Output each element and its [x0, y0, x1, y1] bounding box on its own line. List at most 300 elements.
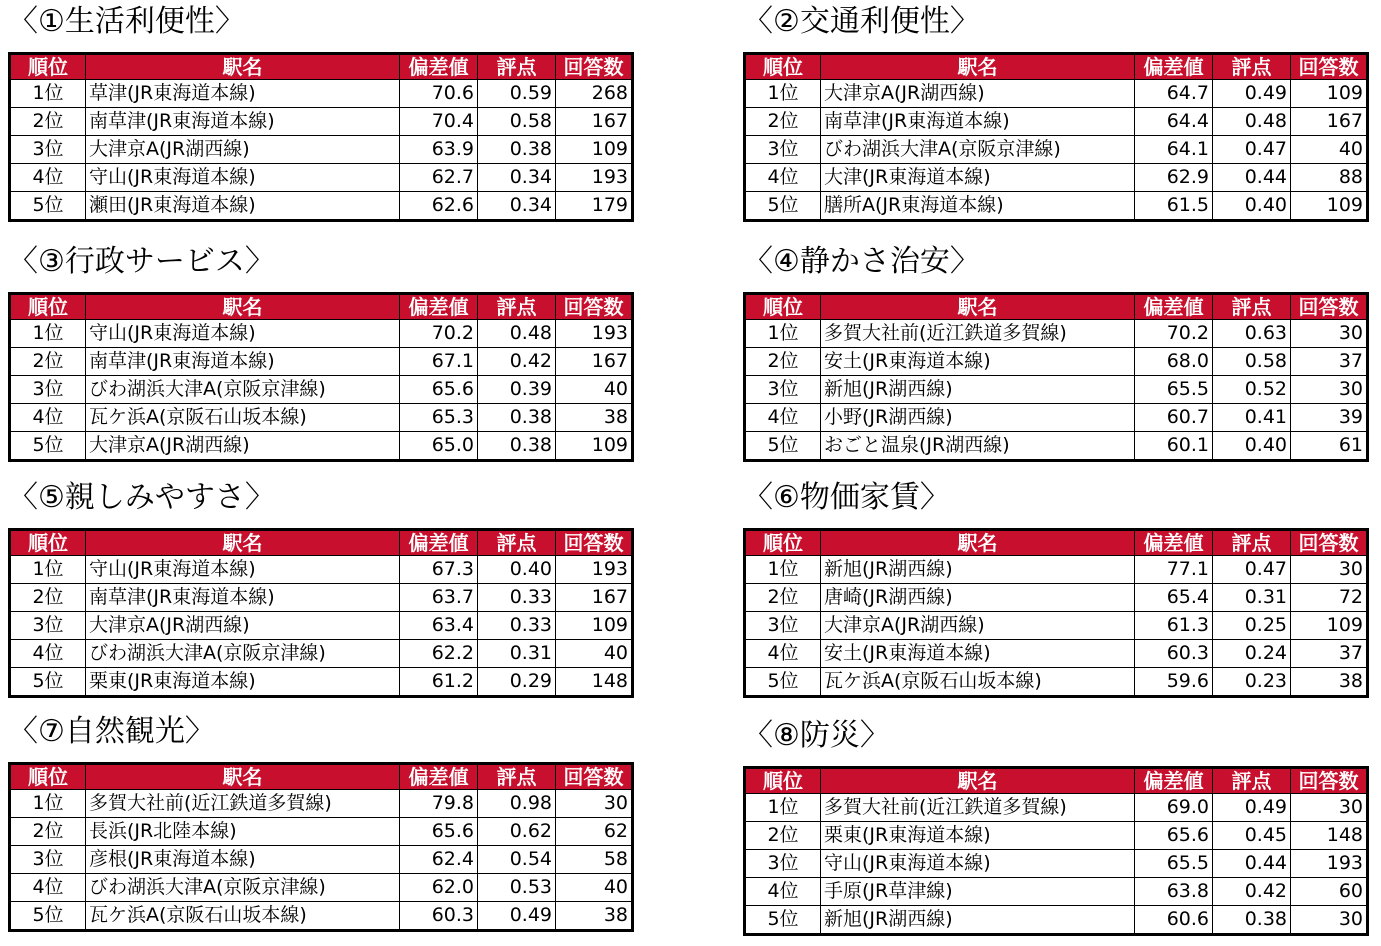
cell-score: 0.98: [478, 790, 556, 818]
cell-deviation: 68.0: [1135, 348, 1213, 376]
cell-rank: 1位: [745, 80, 821, 108]
table-row: [10, 136, 633, 164]
header-rank: 順位: [10, 764, 86, 790]
cell-score: 0.45: [1213, 822, 1291, 850]
table-body: [10, 556, 633, 697]
cell-station: 小野(JR湖西線): [821, 404, 1135, 432]
header-score: 評点: [478, 294, 556, 320]
cell-answers: 40: [1291, 136, 1368, 164]
cell-score: 0.34: [478, 164, 556, 192]
cell-answers: 40: [556, 376, 633, 404]
cell-score: 0.48: [478, 320, 556, 348]
table-row: [745, 584, 1368, 612]
cell-station: 手原(JR草津線): [821, 878, 1135, 906]
table-row: [745, 612, 1368, 640]
cell-station: 多賀大社前(近江鉄道多賀線): [86, 790, 400, 818]
table-header-row: [745, 768, 1368, 794]
table-row: [10, 790, 633, 818]
cell-score: 0.23: [1213, 668, 1291, 697]
header-answers: 回答数: [556, 764, 633, 790]
table-row: [10, 404, 633, 432]
cell-deviation: 70.4: [400, 108, 478, 136]
table-row: [10, 348, 633, 376]
cell-answers: 109: [556, 432, 633, 461]
header-score: 評点: [478, 530, 556, 556]
cell-rank: 3位: [10, 612, 86, 640]
header-rank: 順位: [745, 294, 821, 320]
table-row: [10, 584, 633, 612]
cell-score: 0.38: [1213, 906, 1291, 935]
table-row: [745, 878, 1368, 906]
cell-deviation: 65.5: [1135, 376, 1213, 404]
table-row: [10, 668, 633, 697]
table-body: [10, 320, 633, 461]
table-row: [745, 164, 1368, 192]
cell-rank: 5位: [10, 192, 86, 221]
cell-station: おごと温泉(JR湖西線): [821, 432, 1135, 461]
cell-station: 瀬田(JR東海道本線): [86, 192, 400, 221]
cell-station: 南草津(JR東海道本線): [86, 108, 400, 136]
cell-station: 安土(JR東海道本線): [821, 640, 1135, 668]
cell-deviation: 60.3: [400, 902, 478, 931]
cell-score: 0.42: [478, 348, 556, 376]
header-station: 駅名: [86, 530, 400, 556]
cell-station: びわ湖浜大津A(京阪京津線): [86, 376, 400, 404]
cell-rank: 2位: [745, 584, 821, 612]
header-deviation: 偏差値: [400, 764, 478, 790]
cell-answers: 109: [1291, 612, 1368, 640]
cell-station: 瓦ケ浜A(京阪石山坂本線): [821, 668, 1135, 697]
table-row: [10, 80, 633, 108]
header-answers: 回答数: [556, 530, 633, 556]
cell-score: 0.40: [478, 556, 556, 584]
cell-answers: 38: [556, 902, 633, 931]
header-rank: 順位: [10, 294, 86, 320]
cell-answers: 60: [1291, 878, 1368, 906]
table-row: [745, 404, 1368, 432]
section-title: 〈④静かさ治安〉: [743, 244, 980, 279]
cell-deviation: 65.4: [1135, 584, 1213, 612]
cell-rank: 3位: [745, 136, 821, 164]
table-header-row: [745, 530, 1368, 556]
cell-rank: 1位: [10, 80, 86, 108]
cell-station: びわ湖浜大津A(京阪京津線): [86, 640, 400, 668]
cell-deviation: 64.7: [1135, 80, 1213, 108]
header-answers: 回答数: [1291, 530, 1368, 556]
cell-station: 瓦ケ浜A(京阪石山坂本線): [86, 902, 400, 931]
header-answers: 回答数: [1291, 294, 1368, 320]
table-row: [745, 136, 1368, 164]
ranking-table: [743, 292, 1369, 462]
cell-answers: 62: [556, 818, 633, 846]
cell-rank: 5位: [10, 668, 86, 697]
cell-rank: 5位: [745, 906, 821, 935]
cell-station: 長浜(JR北陸本線): [86, 818, 400, 846]
cell-station: 守山(JR東海道本線): [86, 556, 400, 584]
ranking-table: [8, 762, 634, 932]
cell-deviation: 67.3: [400, 556, 478, 584]
cell-deviation: 64.4: [1135, 108, 1213, 136]
cell-deviation: 62.9: [1135, 164, 1213, 192]
cell-score: 0.52: [1213, 376, 1291, 404]
table-row: [10, 376, 633, 404]
cell-rank: 4位: [10, 404, 86, 432]
cell-station: 栗東(JR東海道本線): [86, 668, 400, 697]
cell-deviation: 62.2: [400, 640, 478, 668]
cell-deviation: 64.1: [1135, 136, 1213, 164]
cell-deviation: 77.1: [1135, 556, 1213, 584]
cell-station: 多賀大社前(近江鉄道多賀線): [821, 320, 1135, 348]
ranking-section-5: [8, 480, 634, 698]
cell-score: 0.49: [478, 902, 556, 931]
cell-station: 草津(JR東海道本線): [86, 80, 400, 108]
ranking-section-3: [8, 244, 634, 462]
ranking-section-1: [8, 4, 634, 222]
table-row: [745, 80, 1368, 108]
cell-rank: 4位: [745, 878, 821, 906]
cell-answers: 109: [556, 136, 633, 164]
header-score: 評点: [1213, 530, 1291, 556]
cell-answers: 167: [556, 348, 633, 376]
cell-station: 南草津(JR東海道本線): [86, 584, 400, 612]
cell-deviation: 67.1: [400, 348, 478, 376]
cell-deviation: 62.4: [400, 846, 478, 874]
cell-answers: 30: [1291, 320, 1368, 348]
cell-score: 0.40: [1213, 432, 1291, 461]
table-row: [745, 320, 1368, 348]
cell-deviation: 65.6: [1135, 822, 1213, 850]
cell-rank: 3位: [10, 136, 86, 164]
cell-deviation: 63.8: [1135, 878, 1213, 906]
cell-score: 0.54: [478, 846, 556, 874]
cell-station: 新旭(JR湖西線): [821, 376, 1135, 404]
cell-answers: 193: [556, 556, 633, 584]
cell-answers: 167: [556, 108, 633, 136]
table-row: [10, 612, 633, 640]
table-body: [10, 80, 633, 221]
table-header-row: [10, 530, 633, 556]
cell-score: 0.49: [1213, 80, 1291, 108]
header-score: 評点: [1213, 294, 1291, 320]
cell-answers: 40: [556, 640, 633, 668]
cell-deviation: 70.2: [1135, 320, 1213, 348]
section-title: 〈⑥物価家賃〉: [743, 480, 950, 515]
cell-rank: 3位: [10, 376, 86, 404]
cell-deviation: 65.3: [400, 404, 478, 432]
header-station: 駅名: [821, 530, 1135, 556]
cell-answers: 30: [1291, 376, 1368, 404]
cell-score: 0.63: [1213, 320, 1291, 348]
cell-answers: 37: [1291, 348, 1368, 376]
table-row: [10, 818, 633, 846]
cell-station: 大津京A(JR湖西線): [821, 80, 1135, 108]
cell-score: 0.47: [1213, 136, 1291, 164]
cell-station: 新旭(JR湖西線): [821, 906, 1135, 935]
cell-rank: 5位: [745, 432, 821, 461]
table-body: [745, 80, 1368, 221]
ranking-section-8: [743, 718, 1369, 936]
cell-rank: 4位: [745, 404, 821, 432]
table-row: [10, 874, 633, 902]
cell-station: 大津京A(JR湖西線): [86, 136, 400, 164]
header-deviation: 偏差値: [400, 54, 478, 80]
cell-answers: 268: [556, 80, 633, 108]
table-row: [10, 640, 633, 668]
cell-rank: 4位: [745, 640, 821, 668]
cell-station: びわ湖浜大津A(京阪京津線): [86, 874, 400, 902]
cell-deviation: 65.5: [1135, 850, 1213, 878]
cell-deviation: 65.6: [400, 376, 478, 404]
cell-station: 南草津(JR東海道本線): [821, 108, 1135, 136]
cell-deviation: 60.6: [1135, 906, 1213, 935]
header-deviation: 偏差値: [1135, 768, 1213, 794]
cell-score: 0.47: [1213, 556, 1291, 584]
cell-score: 0.34: [478, 192, 556, 221]
cell-station: 多賀大社前(近江鉄道多賀線): [821, 794, 1135, 822]
cell-answers: 193: [556, 320, 633, 348]
table-body: [10, 790, 633, 931]
cell-answers: 30: [1291, 556, 1368, 584]
cell-answers: 193: [1291, 850, 1368, 878]
cell-station: 新旭(JR湖西線): [821, 556, 1135, 584]
cell-score: 0.58: [1213, 348, 1291, 376]
cell-rank: 5位: [745, 192, 821, 221]
ranking-table: [8, 292, 634, 462]
cell-rank: 3位: [745, 376, 821, 404]
ranking-section-7: [8, 714, 634, 932]
cell-rank: 4位: [745, 164, 821, 192]
cell-rank: 1位: [745, 794, 821, 822]
cell-rank: 1位: [10, 790, 86, 818]
cell-answers: 109: [556, 612, 633, 640]
cell-answers: 61: [1291, 432, 1368, 461]
cell-deviation: 60.7: [1135, 404, 1213, 432]
cell-deviation: 62.6: [400, 192, 478, 221]
header-station: 駅名: [86, 764, 400, 790]
cell-station: 守山(JR東海道本線): [86, 320, 400, 348]
table-row: [745, 906, 1368, 935]
cell-rank: 2位: [745, 822, 821, 850]
cell-answers: 109: [1291, 80, 1368, 108]
cell-station: 瓦ケ浜A(京阪石山坂本線): [86, 404, 400, 432]
cell-rank: 3位: [745, 850, 821, 878]
cell-score: 0.59: [478, 80, 556, 108]
header-deviation: 偏差値: [400, 294, 478, 320]
table-row: [10, 846, 633, 874]
table-row: [10, 556, 633, 584]
ranking-table: [743, 528, 1369, 698]
table-row: [745, 640, 1368, 668]
cell-station: びわ湖浜大津A(京阪京津線): [821, 136, 1135, 164]
header-rank: 順位: [10, 54, 86, 80]
cell-rank: 1位: [745, 320, 821, 348]
table-row: [10, 432, 633, 461]
cell-station: 大津京A(JR湖西線): [821, 612, 1135, 640]
table-row: [745, 668, 1368, 697]
cell-answers: 167: [556, 584, 633, 612]
table-row: [745, 850, 1368, 878]
cell-rank: 2位: [745, 108, 821, 136]
header-deviation: 偏差値: [1135, 294, 1213, 320]
cell-answers: 109: [1291, 192, 1368, 221]
section-title: 〈⑧防災〉: [743, 718, 890, 753]
cell-deviation: 63.4: [400, 612, 478, 640]
cell-station: 膳所A(JR東海道本線): [821, 192, 1135, 221]
table-body: [745, 320, 1368, 461]
header-deviation: 偏差値: [1135, 530, 1213, 556]
cell-station: 栗東(JR東海道本線): [821, 822, 1135, 850]
ranking-section-6: [743, 480, 1369, 698]
cell-rank: 2位: [10, 348, 86, 376]
cell-answers: 30: [1291, 794, 1368, 822]
cell-answers: 39: [1291, 404, 1368, 432]
cell-rank: 1位: [10, 556, 86, 584]
header-answers: 回答数: [556, 54, 633, 80]
table-row: [10, 320, 633, 348]
cell-deviation: 79.8: [400, 790, 478, 818]
header-answers: 回答数: [556, 294, 633, 320]
section-title: 〈⑤親しみやすさ〉: [8, 480, 275, 515]
cell-score: 0.38: [478, 136, 556, 164]
cell-answers: 193: [556, 164, 633, 192]
cell-deviation: 70.6: [400, 80, 478, 108]
cell-deviation: 61.3: [1135, 612, 1213, 640]
cell-score: 0.38: [478, 404, 556, 432]
table-row: [745, 432, 1368, 461]
header-score: 評点: [478, 54, 556, 80]
cell-rank: 2位: [745, 348, 821, 376]
cell-deviation: 59.6: [1135, 668, 1213, 697]
cell-station: 唐崎(JR湖西線): [821, 584, 1135, 612]
ranking-section-2: [743, 4, 1369, 222]
cell-deviation: 69.0: [1135, 794, 1213, 822]
header-score: 評点: [478, 764, 556, 790]
header-station: 駅名: [86, 294, 400, 320]
cell-station: 守山(JR東海道本線): [821, 850, 1135, 878]
table-row: [10, 902, 633, 931]
section-title: 〈①生活利便性〉: [8, 4, 245, 39]
ranking-section-4: [743, 244, 1369, 462]
cell-deviation: 62.7: [400, 164, 478, 192]
table-header-row: [10, 764, 633, 790]
cell-score: 0.53: [478, 874, 556, 902]
table-header-row: [10, 54, 633, 80]
table-row: [745, 556, 1368, 584]
header-answers: 回答数: [1291, 768, 1368, 794]
cell-deviation: 63.7: [400, 584, 478, 612]
header-station: 駅名: [86, 54, 400, 80]
cell-score: 0.31: [1213, 584, 1291, 612]
cell-answers: 40: [556, 874, 633, 902]
ranking-table: [8, 52, 634, 222]
cell-score: 0.25: [1213, 612, 1291, 640]
header-score: 評点: [1213, 768, 1291, 794]
cell-score: 0.38: [478, 432, 556, 461]
cell-answers: 167: [1291, 108, 1368, 136]
cell-answers: 179: [556, 192, 633, 221]
cell-rank: 3位: [745, 612, 821, 640]
cell-rank: 2位: [10, 818, 86, 846]
cell-station: 大津京A(JR湖西線): [86, 432, 400, 461]
cell-deviation: 61.5: [1135, 192, 1213, 221]
cell-station: 南草津(JR東海道本線): [86, 348, 400, 376]
section-title: 〈③行政サービス〉: [8, 244, 275, 279]
cell-answers: 148: [556, 668, 633, 697]
cell-deviation: 65.0: [400, 432, 478, 461]
cell-score: 0.31: [478, 640, 556, 668]
header-rank: 順位: [745, 530, 821, 556]
cell-answers: 38: [556, 404, 633, 432]
cell-rank: 5位: [745, 668, 821, 697]
table-row: [745, 192, 1368, 221]
cell-rank: 2位: [10, 108, 86, 136]
cell-deviation: 61.2: [400, 668, 478, 697]
header-answers: 回答数: [1291, 54, 1368, 80]
table-header-row: [10, 294, 633, 320]
header-station: 駅名: [821, 294, 1135, 320]
cell-rank: 3位: [10, 846, 86, 874]
table-row: [745, 794, 1368, 822]
table-row: [745, 108, 1368, 136]
cell-score: 0.41: [1213, 404, 1291, 432]
cell-rank: 4位: [10, 874, 86, 902]
header-deviation: 偏差値: [1135, 54, 1213, 80]
cell-score: 0.39: [478, 376, 556, 404]
table-header-row: [745, 294, 1368, 320]
cell-rank: 1位: [10, 320, 86, 348]
cell-deviation: 60.3: [1135, 640, 1213, 668]
cell-station: 安土(JR東海道本線): [821, 348, 1135, 376]
cell-deviation: 62.0: [400, 874, 478, 902]
header-deviation: 偏差値: [400, 530, 478, 556]
cell-score: 0.44: [1213, 164, 1291, 192]
cell-score: 0.48: [1213, 108, 1291, 136]
cell-score: 0.44: [1213, 850, 1291, 878]
cell-station: 彦根(JR東海道本線): [86, 846, 400, 874]
cell-score: 0.40: [1213, 192, 1291, 221]
section-title: 〈②交通利便性〉: [743, 4, 980, 39]
header-station: 駅名: [821, 54, 1135, 80]
cell-rank: 4位: [10, 640, 86, 668]
table-row: [745, 822, 1368, 850]
table-row: [10, 108, 633, 136]
table-row: [10, 164, 633, 192]
cell-rank: 4位: [10, 164, 86, 192]
cell-station: 守山(JR東海道本線): [86, 164, 400, 192]
cell-score: 0.29: [478, 668, 556, 697]
cell-answers: 30: [1291, 906, 1368, 935]
ranking-table: [8, 528, 634, 698]
cell-deviation: 63.9: [400, 136, 478, 164]
cell-answers: 37: [1291, 640, 1368, 668]
cell-score: 0.33: [478, 612, 556, 640]
cell-score: 0.49: [1213, 794, 1291, 822]
cell-answers: 58: [556, 846, 633, 874]
header-station: 駅名: [821, 768, 1135, 794]
cell-score: 0.24: [1213, 640, 1291, 668]
cell-rank: 2位: [10, 584, 86, 612]
cell-deviation: 70.2: [400, 320, 478, 348]
header-score: 評点: [1213, 54, 1291, 80]
cell-station: 大津京A(JR湖西線): [86, 612, 400, 640]
table-body: [745, 794, 1368, 935]
header-rank: 順位: [10, 530, 86, 556]
cell-rank: 5位: [10, 902, 86, 931]
header-rank: 順位: [745, 54, 821, 80]
cell-score: 0.33: [478, 584, 556, 612]
table-row: [745, 348, 1368, 376]
table-row: [10, 192, 633, 221]
